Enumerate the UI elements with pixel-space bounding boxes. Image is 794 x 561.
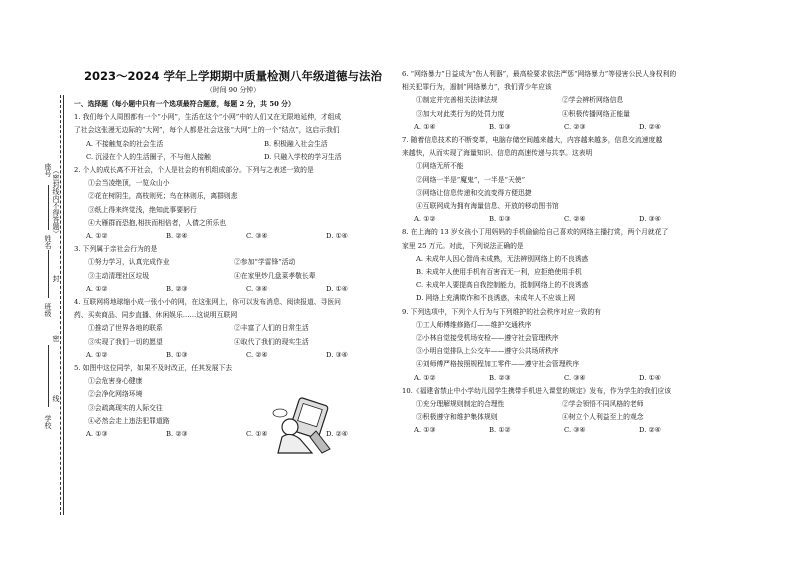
option: A. ①② (414, 373, 436, 382)
q8-line: 8. 在上海的 13 岁女孩小丁用妈妈的手机偷偷给自己喜欢的网络主播打赏，两个月就花了 (402, 228, 669, 237)
option: D. ②④ (326, 429, 348, 438)
option: B. ①③ (489, 122, 511, 131)
q2-stem: 2. 个人的成长离不开社会，个人是社会的有机组成部分。下列与之表述一致的是 (74, 165, 314, 174)
option: C. ③④ (564, 426, 586, 435)
statement: ③会疏离现实的人际交往 (88, 403, 163, 412)
option: D. 只融入学校的学习生活 (264, 152, 342, 161)
q3-options (74, 283, 392, 296)
seat-label: 座号 (44, 163, 52, 177)
statement: ②会净化网络环境 (88, 390, 143, 399)
option: B. ①② (489, 426, 511, 435)
q1-line: 1. 我们每个人周围都有一个“小网”，生活在这个“小网”中的人们又在无限地延伸，才组成 (74, 113, 342, 122)
statement: ②花在树阴生，高枝则死；鸟在林则乐，离群则悲 (88, 192, 238, 201)
option: C. 沉浸在个人的生活圈子，不与他人接触 (86, 152, 211, 161)
q4-options (74, 349, 392, 362)
statement: ③小明自觉排队上公交车——遵守公共场所秩序 (416, 347, 559, 356)
statement: ④必然会走上违法犯罪道路 (88, 416, 170, 425)
option: A. 未成年人因心智尚未成熟，无法辨别网络上的不良诱惑 (416, 254, 589, 263)
statement: ④树立个人利益至上的观念 (562, 413, 644, 422)
statement: ③纸上得来终觉浅，绝知此事要躬行 (88, 205, 197, 214)
q6-statements-row (402, 108, 792, 121)
seal-mi: 密 (52, 335, 60, 342)
q1-line: 了社会这张漫无边际的“大网”，每个人都是社会这张“大网”上的一个“结点”，这启示我们 (74, 126, 340, 135)
q3-statements-row (74, 256, 392, 269)
option: C. ②③ (564, 122, 586, 131)
statement: ③网络让信息传递和交流变得方便迅捷 (416, 188, 532, 197)
option: A. ①② (86, 350, 108, 359)
exam-time: （时间 90 分钟） (206, 86, 260, 94)
q4-line: 4. 互联网将地球缩小成一张小小的网，在这张网上，你可以发布消息、阅读报道、寻医问 (74, 297, 341, 306)
q5-options (74, 428, 392, 441)
option: B. 积极融入社会生活 (264, 139, 328, 148)
option: D. ③④ (326, 350, 348, 359)
seal-note: （密封线内不得答题） (52, 167, 60, 237)
statement: ④大雁群而恐抱,相扶而相倍者，人倩之所乐也 (88, 218, 227, 227)
statement: ①推动了世界各地的联系 (88, 324, 163, 333)
statement: ②学会领悟不同风格的老师 (562, 400, 644, 408)
statement: ④互联网成为拥有海量信息、开放的移动图书馆 (416, 201, 559, 210)
school-line (48, 345, 49, 407)
q9-stem: 9. 下列选项中，下列个人行为与下列维护的社会秩序对应一致的有 (402, 307, 601, 316)
q2-options (74, 230, 392, 243)
q1-options-row (74, 138, 392, 151)
option: C. ①④ (246, 429, 268, 438)
option: B. 未成年人使用手机有百害而无一利，应拒绝使用手机 (416, 267, 582, 276)
option: D. ②④ (639, 122, 661, 131)
option: A. 不接触复杂的社会生活 (86, 139, 164, 148)
q10-options (402, 424, 792, 437)
q4-line: 药、买卖商品、同步直播、休闲娱乐……这说明互联网 (74, 311, 238, 320)
q7-line: 7. 随着信息技术的不断变革，电脑存储空间越来越大，内容越来越多，信息交流速度越 (402, 135, 663, 144)
statement: ②学会辨析网络信息 (562, 96, 624, 105)
q6-line: 相关犯罪行为，遏制“网络暴力”，我们青少年应该 (402, 83, 552, 92)
statement: ②丰富了人们的日常生活 (234, 324, 309, 333)
name-label: 姓名 (44, 235, 52, 249)
q9-options (402, 372, 792, 385)
option: B. ②③ (489, 373, 511, 382)
statement: ④取代了我们的现实生活 (234, 337, 309, 346)
q1-options-row (74, 151, 392, 164)
q4-statements-row (74, 336, 392, 349)
statement: ④积极传播网络正能量 (562, 109, 630, 118)
statement: ③积极遵守和维护集体规则 (416, 413, 498, 422)
q6-options (402, 121, 792, 134)
option: D. ①④ (326, 232, 348, 240)
seal-feng: 封 (52, 275, 60, 282)
statement: ①努力学习，认真完成作业 (88, 258, 170, 267)
statement: ③主动清理社区垃圾 (88, 271, 150, 280)
statement: ③加大对此类行为的处罚力度 (416, 109, 505, 118)
left-column (74, 98, 392, 441)
option: D. ①④ (326, 284, 348, 293)
statement: ①会危害身心健康 (88, 377, 143, 386)
option: A. ①③ (86, 429, 108, 438)
option: D. 网络上充满欺诈和不良诱惑，未成年人不应该上网 (416, 294, 576, 303)
q6-line: 6. “网络暴力”日益成为“伤人利器”，最高检要求依法严惩“网络暴力”等侵害公民人身权利的 (402, 70, 677, 78)
option: A. ①③ (414, 426, 436, 435)
statement: ④在家里炒几盘菜孝敬长辈 (234, 271, 316, 280)
right-column (402, 68, 792, 438)
option: C. 未成年人要提高自我控制能力，抵制网络上的不良诱惑 (416, 281, 589, 290)
section-heading: 一、选择题（每小题中只有一个选项最符合题意，每题 2 分，共 50 分） (74, 100, 295, 108)
seal-solid-line (63, 95, 64, 515)
statement: ②小林自觉接受机场安检——遵守社会管理秩序 (416, 334, 559, 342)
statement: ①充分理解规则制定的合理性 (416, 400, 505, 408)
q3-stem: 3. 下列属于亲社会行为的是 (74, 245, 158, 254)
statement: ③实现了我们一切的愿望 (88, 337, 163, 346)
q10-statements-row (402, 398, 792, 411)
option: D. ③④ (639, 215, 661, 224)
option: C. ③④ (246, 284, 268, 293)
cartoon-illustration (272, 397, 342, 455)
option: B. ②③ (166, 284, 188, 293)
option: A. ①② (86, 232, 108, 240)
option: D. ②④ (639, 426, 661, 435)
exam-title: 2023～2024 学年上学期期中质量检测八年级道德与法治 (83, 69, 382, 83)
statement: ②参加“学雷锋”活动 (234, 258, 296, 267)
option: A. ①② (86, 284, 108, 293)
option: B. ②④ (166, 232, 188, 240)
q10-stem: 10.《福建省禁止中小学幼儿园学生携带手机进入课堂的规定》发布，作为学生的我们应该 (402, 386, 672, 395)
option: B. ①③ (166, 350, 188, 359)
class-label: 班级 (44, 303, 52, 317)
binding-margin (0, 95, 70, 525)
statement: ①制定并完善相关法律法规 (416, 96, 498, 105)
option: B. ②③ (166, 429, 188, 438)
statement: ④刘师傅严格按照规程加工零件——遵守社会管理秩序 (416, 360, 580, 369)
option: C. ②④ (564, 215, 586, 224)
name-line (48, 185, 49, 230)
q4-statements-row (74, 322, 392, 335)
q7-options (402, 213, 792, 226)
statement: ②网络一半是“魔鬼”，一半是“天使” (416, 175, 526, 184)
q3-statements-row (74, 270, 392, 283)
q10-statements-row (402, 411, 792, 424)
q5-stem: 5. 如图中这位同学，如果不及时改正，任其发展下去 (74, 363, 233, 372)
seal-xian: 线 (52, 395, 60, 402)
q6-statements-row (402, 94, 792, 107)
option: C. ②④ (246, 350, 268, 359)
q8-line: 家里 25 万元。对此，下列说法正确的是 (402, 241, 524, 250)
q7-line: 来越快，从而实现了海量知识、信息的高速传递与共享。这表明 (402, 149, 593, 158)
option: D. ①④ (639, 373, 661, 382)
seal-dashed-line (60, 95, 61, 515)
option: C. ③④ (564, 373, 586, 382)
statement: ①网络无所不能 (416, 162, 464, 171)
statement: ①工人师傅维修路灯——维护交通秩序 (416, 320, 532, 329)
school-label: 学校 (44, 415, 52, 429)
option: A. ①④ (414, 122, 436, 131)
option: C. ③④ (246, 232, 268, 240)
option: A. ①② (414, 215, 436, 224)
statement: ①会当凌绝顶，一览众山小 (88, 179, 170, 188)
class-line (48, 250, 49, 298)
option: B. ①③ (489, 215, 511, 224)
